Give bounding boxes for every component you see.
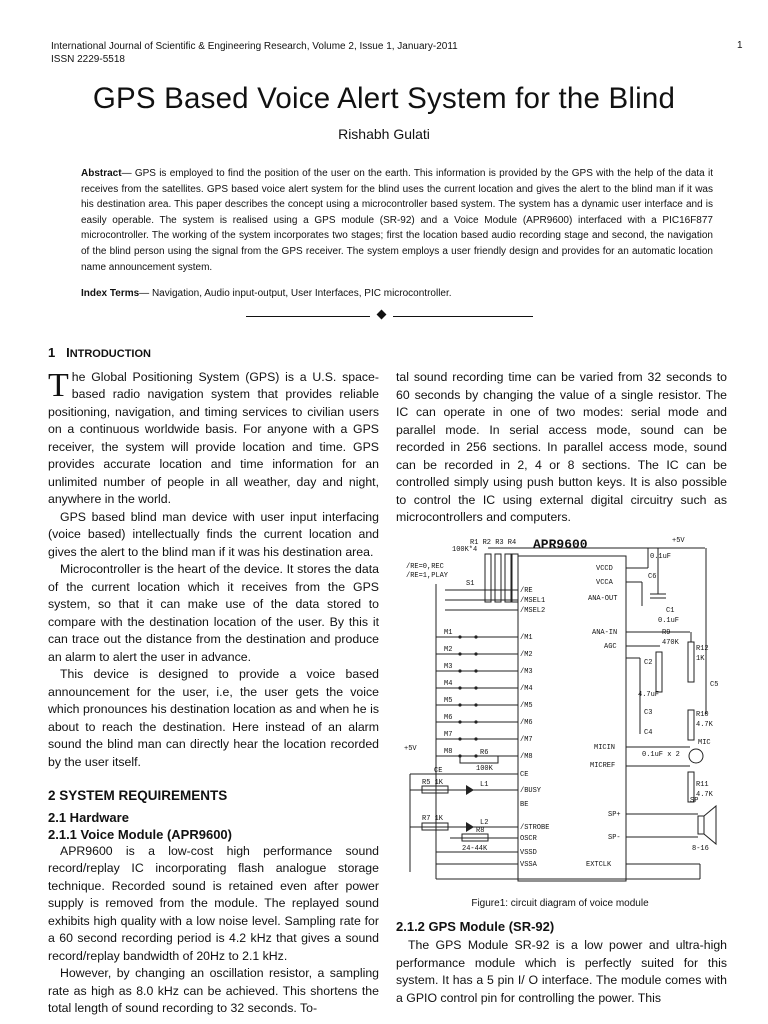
index-terms	[81, 288, 713, 299]
svg-text:VSSD: VSSD	[520, 849, 537, 857]
right-column-top	[396, 369, 727, 527]
svg-text:/M4: /M4	[520, 685, 533, 693]
voice-module-circuit-diagram	[400, 534, 720, 894]
section-1-heading: 1 INTRODUCTION	[48, 345, 151, 360]
drop-cap: T	[48, 366, 69, 404]
paper-title: GPS Based Voice Alert System for the Blind	[92, 82, 676, 115]
svg-text:M3: M3	[444, 663, 453, 671]
svg-text:MIC: MIC	[698, 739, 711, 747]
svg-text:S1: S1	[466, 580, 475, 588]
svg-text:R9: R9	[662, 629, 671, 637]
svg-text:4.7K: 4.7K	[696, 721, 713, 729]
abstract-text: — GPS is employed to find the position of the user on the earth. This information is provided by the GPS with the help of the data it receives from the satellites. GPS based voice alert system for the blind uses the current location and gives the alert to the blind man if it was his destination area. This paper describes the concept using a microcontroller based system. The system has a dynamic user interface and is easily operable. The system is realised using a GPS module (SR-92) and a Voice Module (APR9600) interfaced with a PIC16F877 microcontroller. The working of the system incorporates two stages; first the location based audio recording stage and second, the navigation of the blind person using the signal from the GPS receiver. The system employs a user friendly design and provides for an automatic location name announcement system.	[81, 168, 713, 273]
separator-left	[246, 316, 370, 317]
svg-text:/M8: /M8	[520, 753, 533, 761]
svg-text:EXTCLK: EXTCLK	[586, 861, 612, 869]
svg-text:SP+: SP+	[608, 811, 621, 819]
author-name: Rishabh Gulati	[338, 126, 430, 142]
svg-text:L1: L1	[480, 781, 489, 789]
svg-text:/M3: /M3	[520, 668, 533, 676]
svg-text:/M2: /M2	[520, 651, 533, 659]
svg-text:MICREF: MICREF	[590, 762, 616, 770]
svg-text:C5: C5	[710, 681, 719, 689]
svg-text:/M1: /M1	[520, 634, 533, 642]
svg-text:CE: CE	[520, 771, 529, 779]
svg-text:C6: C6	[648, 573, 657, 581]
svg-text:470K: 470K	[662, 639, 679, 647]
svg-text:MICIN: MICIN	[594, 744, 616, 752]
separator-right	[393, 316, 533, 317]
svg-text:C4: C4	[644, 729, 653, 737]
svg-text:R7 1K: R7 1K	[422, 815, 444, 823]
svg-text:M4: M4	[444, 680, 453, 688]
svg-text:/RE: /RE	[520, 587, 533, 595]
svg-text:8-16: 8-16	[692, 845, 709, 853]
svg-text:/MSEL2: /MSEL2	[520, 607, 546, 615]
svg-text:/BUSY: /BUSY	[520, 787, 542, 795]
right-column-bottom	[396, 918, 727, 1007]
svg-text:VCCA: VCCA	[596, 579, 613, 587]
svg-text:M2: M2	[444, 646, 453, 654]
svg-text:/M5: /M5	[520, 702, 533, 710]
section-2-1-1-heading: 2.1.1 Voice Module (APR9600)	[48, 826, 232, 842]
svg-text:/M7: /M7	[520, 736, 533, 744]
svg-text:100K: 100K	[476, 765, 493, 773]
svg-text:/RE=1,PLAY: /RE=1,PLAY	[406, 572, 449, 580]
svg-text:CE: CE	[434, 767, 443, 775]
voice-module-paragraph-2: However, by changing an oscillation resistor, a sampling rate as high as 8.0 kHz can be achieved. This shortens the total length of sound recording to 32 seconds. To-	[48, 966, 379, 1015]
svg-text:0.1uF: 0.1uF	[650, 553, 672, 561]
svg-text:M6: M6	[444, 714, 453, 722]
section-2-1-heading: 2.1 Hardware	[48, 809, 129, 825]
svg-text:/MSEL1: /MSEL1	[520, 597, 546, 605]
svg-text:4.7K: 4.7K	[696, 791, 713, 799]
svg-text:0.1uF: 0.1uF	[658, 617, 680, 625]
svg-text:/M6: /M6	[520, 719, 533, 727]
intro-paragraph-1: The Global Positioning System (GPS) is a U.S. space-based radio navigation system that provides reliable positioning, navigation, and timing services to civilian users on a continuous worldwide basis. For anyone with a GPS receiver, the system will provide location and time. GPS provides accurate location and time information for an unlimited number of people in all weather, day and night, anywhere in the world.	[48, 366, 379, 506]
svg-text:C2: C2	[644, 659, 653, 667]
svg-text:+5V: +5V	[672, 537, 685, 545]
section-2-1-2-heading: 2.1.2 GPS Module (SR-92)	[396, 919, 555, 934]
svg-text:R5 1K: R5 1K	[422, 779, 444, 787]
chip-label: APR9600	[533, 537, 588, 552]
abstract-label: Abstract	[81, 168, 122, 179]
svg-text:ANA-IN: ANA-IN	[592, 629, 618, 637]
svg-text:VSSA: VSSA	[520, 861, 537, 869]
svg-text:M1: M1	[444, 629, 453, 637]
svg-text:C3: C3	[644, 709, 653, 717]
index-terms-text: — Navigation, Audio input-output, User Interfaces, PIC microcontroller.	[139, 288, 452, 299]
svg-text:L2: L2	[480, 819, 489, 827]
abstract	[81, 166, 713, 275]
svg-text:R10: R10	[696, 711, 709, 719]
svg-text:BE: BE	[520, 801, 529, 809]
svg-text:0.1uF x 2: 0.1uF x 2	[642, 751, 680, 759]
svg-text:ANA-OUT: ANA-OUT	[588, 595, 618, 603]
separator-diamond-icon	[377, 310, 387, 320]
journal-citation: International Journal of Scientific & Engineering Research, Volume 2, Issue 1, January-2011	[51, 41, 458, 52]
svg-text:1K: 1K	[696, 655, 705, 663]
svg-text:100K*4: 100K*4	[452, 546, 478, 554]
gps-module-paragraph: The GPS Module SR-92 is a low power and ultra-high performance module which is perfectly suited for this system. It has a 5 pin I/ O interface. The module comes with a GPIO control pin for controlling the power. This	[396, 938, 727, 1005]
svg-text:SP-: SP-	[608, 834, 621, 842]
svg-text:+5V: +5V	[404, 745, 417, 753]
svg-text:/STROBE: /STROBE	[520, 824, 550, 832]
svg-text:R6: R6	[480, 749, 489, 757]
intro-paragraph-3: Microcontroller is the heart of the device. It stores the data of the current location which it receives from the GPS system, so that it can make use of the data stored to compare with the destination location of the user. By this it can trace out the distance from the destination and produce an alarm to alert the user in advance.	[48, 562, 379, 664]
svg-text:24-44K: 24-44K	[462, 845, 488, 853]
svg-text:M8: M8	[444, 748, 453, 756]
svg-text:OSCR: OSCR	[520, 835, 537, 843]
running-header	[51, 40, 458, 66]
voice-module-paragraph-3: tal sound recording time can be varied from 32 seconds to 60 seconds by changing the value of a single resistor. The IC can operate in one of two modes: serial mode and parallel mode. In serial access mode, sound can be recorded in 256 sections. In parallel access mode, sound can be recorded in 2, 4 or 8 sections. The IC can be controlled simply using push button keys. It is also possible to control the IC using external digital circuitry such as microcontrollers and computers.	[396, 370, 727, 524]
voice-module-paragraph-1: APR9600 is a low-cost high performance sound record/replay IC incorporating flash analogue storage technique. Recorded sound is retained even after power supply is removed from the module. The replayed sound exhibits high quality with a low noise level. Sampling rate for a 60 second recording period is 4.2 kHz that gives a sound record/replay bandwidth of 20Hz to 2.1 kHz.	[48, 843, 379, 963]
svg-text:C1: C1	[666, 607, 675, 615]
svg-text:SP: SP	[690, 797, 699, 805]
svg-text:M7: M7	[444, 731, 453, 739]
svg-text:R12: R12	[696, 645, 709, 653]
intro-paragraph-2: GPS based blind man device with user input interfacing (voice based) intellectually finds the current location and gives the alert to the blind man if it was his destination area.	[48, 509, 379, 559]
figure-caption: Figure1: circuit diagram of voice module	[471, 898, 649, 909]
svg-text:R1 R2 R3 R4: R1 R2 R3 R4	[470, 539, 517, 547]
index-terms-label: Index Terms	[81, 288, 140, 299]
intro-paragraph-4: This device is designed to provide a voice based announcement for the user, i.e, the user gets the voice which pronounces his destination location as and when he is about to reach the destination. Here instead of an alarm sound the blind man can directly hear the location recorded by the user itself.	[48, 667, 379, 769]
page-number: 1	[737, 40, 743, 51]
svg-text:VCCD: VCCD	[596, 565, 613, 573]
issn: ISSN 2229-5518	[51, 54, 125, 65]
svg-text:M5: M5	[444, 697, 453, 705]
svg-text:AGC: AGC	[604, 643, 617, 651]
section-2-heading: 2 SYSTEM REQUIREMENTS	[48, 788, 228, 803]
svg-text:4.7uF: 4.7uF	[638, 691, 660, 699]
svg-text:R11: R11	[696, 781, 709, 789]
left-column	[48, 344, 379, 1018]
svg-text:/RE=0,REC: /RE=0,REC	[406, 563, 444, 571]
svg-text:R8: R8	[476, 827, 485, 835]
